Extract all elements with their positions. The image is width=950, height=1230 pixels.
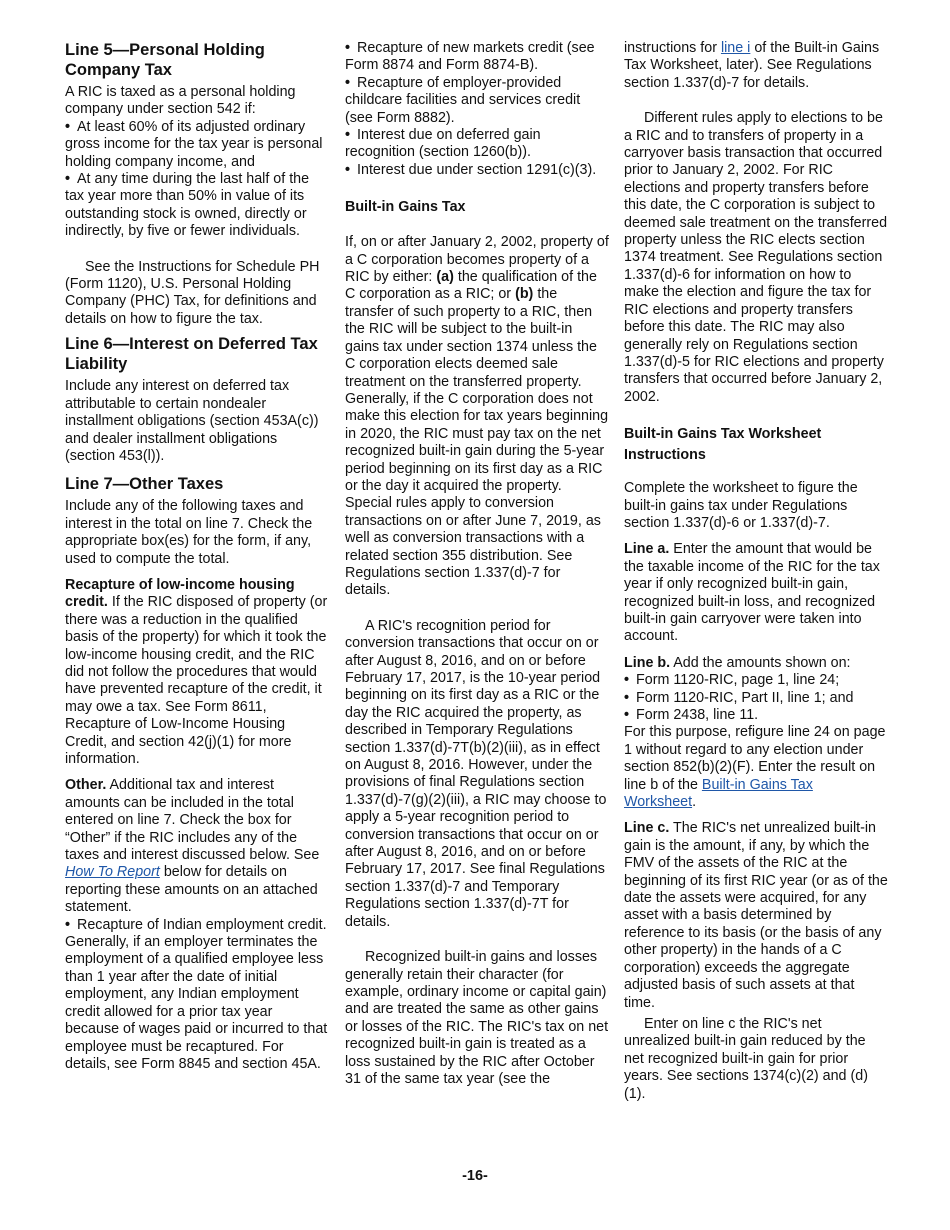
- big-p1-part-b: the qualification of the C corporation as a RIC; or: [345, 269, 597, 303]
- line-b-refigure: [624, 724, 888, 811]
- line5-heading: Line 5—Personal Holding Company Tax: [65, 41, 265, 79]
- column-1: [65, 40, 329, 1073]
- big-p1-label-b: (b): [515, 286, 534, 303]
- line-b-item-1: • Form 1120-RIC, page 1, line 24;: [624, 672, 888, 689]
- worksheet-instructions-heading: Built-in Gains Tax Worksheet Instructions: [624, 426, 822, 464]
- col2-bullet-3: • Interest due on deferred gain recognition (section 1260(b)).: [345, 127, 609, 162]
- line5-bullet-1: • At least 60% of its adjusted ordinary gross income for the tax year is personal holding company income, and: [65, 119, 329, 171]
- other-paragraph: [65, 777, 329, 916]
- how-to-report-link[interactable]: How To Report: [65, 864, 160, 881]
- line-a-paragraph: [624, 541, 888, 645]
- built-in-gains-paragraph-1: [345, 234, 609, 600]
- column-3: [624, 40, 888, 1103]
- col2-bullet-1: • Recapture of new markets credit (see Form 8874 and Form 8874-B).: [345, 40, 609, 75]
- line-a-lead: Line a.: [624, 541, 670, 558]
- recapture-low-income-paragraph: [65, 577, 329, 768]
- cont-text-a: instructions for: [624, 40, 717, 56]
- big-p1-part-a: If, on or after January 2, 2002, property of a C corporation becomes property of a RIC by either:: [345, 234, 609, 286]
- line-b-item-3: • Form 2438, line 11.: [624, 707, 888, 724]
- worksheet-intro: Complete the worksheet to figure the built-in gains tax under Regulations section 1.337(d)-6 or 1.337(d)-7.: [624, 480, 858, 531]
- column-2: [345, 40, 609, 1088]
- line-b-after-a: For this purpose, refigure line 24 on page 1 without regard to any election under section 852(b)(2)(F). Enter the result on line b of the: [624, 724, 886, 793]
- big-p1-label-a: (a): [436, 269, 454, 286]
- different-rules-paragraph: Different rules apply to elections to be a RIC and to transfers of property in a carryover basis transaction that occurred prior to January 2, 2002. For RIC elections and property transfers before this date, the C corporation is subject to deemed sale treatment on the transferred property unless the RIC elects section 1374 treatment. See Regulations section 1.337(d)-6 for information on how to make the election and figure the tax for RIC elections and property transfers before this date. The RIC may also generally rely on Regulations section 1.337(d)-5 for RIC elections and property transfers that occurred before January 2, 2002.: [624, 110, 888, 405]
- big-p1-part-c: the transfer of such property to a RIC, then the RIC will be subject to the built-in gains tax under section 1374 unless the C corporation elects deemed sale treatment on the transferred property. Generally, if the C corporation does not make this election for tax years beginning in 2020, the RIC must pay tax on the net recognized built-in gain during the 5-year period beginning on its first day as a RIC or the day it acquired the property. Special rules apply to conversion transactions on or after June 7, 2019, as well as conversion transactions with a related section 355 distribution. See Regulations section 1.337(d)-7 for details.: [345, 286, 609, 599]
- indian-employment-bullet: • Recapture of Indian employment credit. Generally, if an employer terminates the employment of a qualified employee less than 1 year after the date of initial employment, any Indian employment credit allowed for a prior tax year because of wages paid or incurred to that employee must be recaptured. For details, see Form 8845 and section 45A.: [65, 917, 329, 1074]
- continued-paragraph: [624, 40, 888, 92]
- line7-heading: Line 7—Other Taxes: [65, 475, 224, 494]
- recapture-text: If the RIC disposed of property (or there was a reduction in the qualified basis of the property) for which it took the low-income housing credit, and the RIC did not follow the procedures that would have prevented recapture of the credit, it may owe a tax. See Form 8611, Recapture of Low-Income Housing Credit, and section 42(j)(1) for more information.: [65, 594, 328, 767]
- cont-text-b: of the Built-in Gains Tax Worksheet, later). See Regulations section 1.337(d)-7 for details.: [624, 40, 880, 91]
- col2-bullet-2: • Recapture of employer-provided childcare facilities and services credit (see Form 8882).: [345, 75, 609, 127]
- recapture-lead: Recapture of low-income housing credit.: [65, 576, 295, 611]
- line6-text: Include any interest on deferred tax attributable to certain nondealer installment obligations (section 453A(c)) and dealer installment obligations (section 453(l)).: [65, 378, 319, 464]
- line-b-text: Add the amounts shown on:: [673, 654, 851, 671]
- line5-intro: A RIC is taxed as a personal holding company under section 542 if:: [65, 84, 296, 118]
- line-a-text: Enter the amount that would be the taxable income of the RIC for the tax year if only recognized built-in gain, recognized built-in loss, and recognized built-in gain carryover were taken into account.: [624, 541, 880, 645]
- page-number: -16-: [462, 1168, 488, 1184]
- line-b-paragraph: [624, 655, 888, 672]
- built-in-gains-worksheet-link[interactable]: Built-in Gains Tax Worksheet: [624, 776, 813, 811]
- built-in-gains-paragraph-3: Recognized built-in gains and losses generally retain their character (for example, ordinary income or capital gain) and are treated the same as other gains or losses of the RIC. The RIC's tax on net recognized built-in gain is treated as a loss sustained by the RIC after October 31 of the same tax year (see the: [345, 949, 609, 1087]
- other-text-b: below for details on reporting these amounts on an attached statement.: [65, 864, 318, 916]
- line-c-paragraph: [624, 820, 888, 1011]
- built-in-gains-heading: Built-in Gains Tax: [345, 199, 466, 216]
- other-lead: Other.: [65, 777, 107, 794]
- line-b-lead: Line b.: [624, 654, 671, 671]
- line-b-after-b: .: [692, 794, 697, 811]
- line6-heading: Line 6—Interest on Deferred Tax Liability: [65, 335, 318, 374]
- line-i-link[interactable]: line i: [720, 40, 751, 56]
- line-c-lead: Line c.: [624, 820, 670, 837]
- line5-bullet-2: • At any time during the last half of the tax year more than 50% in value of its outstanding stock is owned, directly or indirectly, by five or fewer individuals.: [65, 171, 329, 241]
- built-in-gains-paragraph-2: A RIC's recognition period for conversion transactions that occur on or after August 8, 2016, and on or before February 17, 2017, is the 10-year period beginning on its first day as a RIC or the day the RIC acquired the property, as described in Temporary Regulations section 1.337(d)-7T(b)(2)(iii), as in effect on August 8, 2016. However, under the provisions of final Regulations section 1.337(d)-7(g)(2)(iii), a RIC may choose to apply a 5-year recognition period to conversion transactions that occur on or after August 8, 2016, and on or before February 17, 2017. See final Regulations section 1.337(d)-7 and Temporary Regulations section 1.337(d)-7T for details.: [345, 617, 607, 930]
- col2-bullet-4: • Interest due under section 1291(c)(3).: [345, 162, 609, 179]
- line7-text: Include any of the following taxes and interest in the total on line 7. Check the appropriate box(es) for the form, if any, used to compute the total.: [65, 498, 313, 567]
- line-c-text: The RIC's net unrealized built-in gain is the amount, if any, by which the FMV of the assets of the RIC at the beginning of its first RIC year (or as of the date the assets were acquired, for any asset with a basis determined by reference to its basis (or the basis of any other property) in the hands of a C corporation) exceeds the aggregate adjusted basis of such assets at that time.: [624, 820, 888, 1011]
- line-c-enter-paragraph: Enter on line c the RIC's net unrealized built-in gain reduced by the net recognized built-in gain for prior years. See sections 1374(c)(2) and (d)(1).: [624, 1015, 868, 1102]
- line5-see-instructions: See the Instructions for Schedule PH (Form 1120), U.S. Personal Holding Company (PHC) Tax, for definitions and details on how to figure the tax.: [65, 258, 320, 327]
- line-b-item-2: • Form 1120-RIC, Part II, line 1; and: [624, 690, 888, 707]
- other-text-a: Additional tax and interest amounts can be included in the total entered on line 7. Check the box for “Other” if the RIC includes any of the taxes and interest discussed below. See: [65, 777, 320, 864]
